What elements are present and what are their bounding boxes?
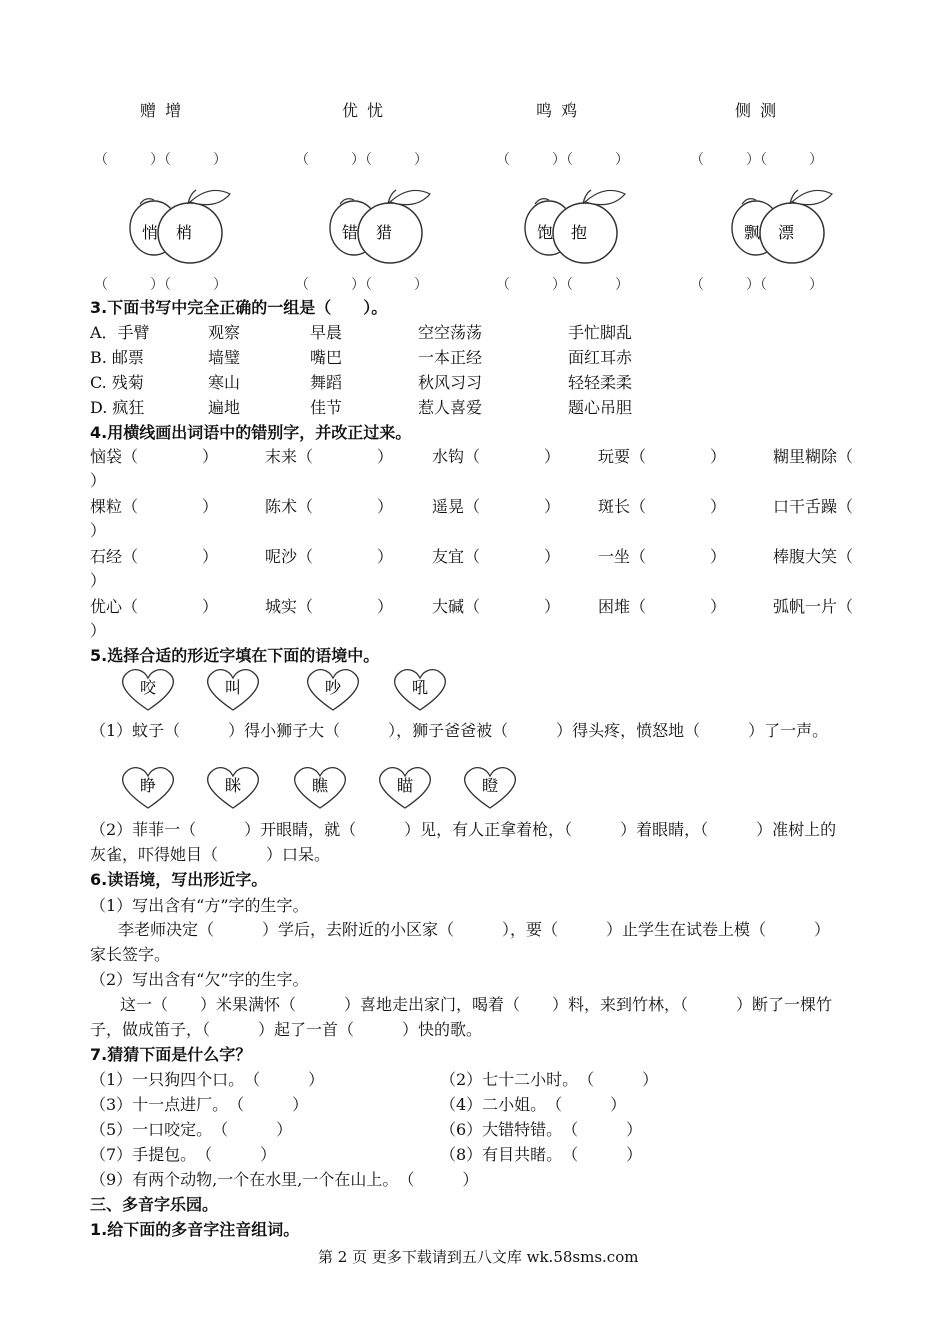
blank-row: （ ）（ ） (295, 152, 428, 168)
q3-cell: C. 残菊 (90, 373, 144, 392)
heart-char: 眯 (225, 776, 242, 795)
q4-cell: 友宜（ ） (432, 547, 561, 566)
q4-wrap: ） (90, 621, 107, 640)
q3-cell: 空空荡荡 (418, 323, 483, 342)
q3-cell: 观察 (208, 323, 241, 342)
q6-part-2a: 这一（ ）米果满怀（ ）喜地走出家门，喝着（ ）料，来到竹林，（ ）断了一棵竹 (120, 995, 833, 1014)
apple-left-char: 错 (342, 223, 359, 242)
q4-wrap: ） (90, 571, 107, 590)
apple-pair-1 (120, 188, 240, 268)
q4-cell: 末来（ ） (265, 447, 394, 466)
blank-row: （ ）（ ） (496, 277, 629, 293)
apple-pair-2 (320, 188, 440, 268)
blank-row: （ ）（ ） (94, 277, 227, 293)
riddle: （5）一口咬定。 （ ） (90, 1120, 293, 1139)
heart-group-1 (110, 664, 470, 714)
riddle: （2）七十二小时。 （ ） (440, 1070, 659, 1089)
pair-3: 鸣 鸡 (536, 101, 580, 120)
blank-row: （ ）（ ） (690, 152, 823, 168)
heart-char: 瞄 (397, 776, 414, 795)
apple-left-char: 饱 (537, 223, 554, 242)
q4-cell: 弧帆一片（ (773, 597, 854, 616)
q4-cell: 一坐（ ） (598, 547, 727, 566)
q3-cell: 轻轻柔柔 (568, 373, 633, 392)
q3-cell: A．手臂 (90, 323, 150, 342)
q4-cell: 大碱（ ） (432, 597, 561, 616)
apple-right-char: 梢 (176, 223, 193, 242)
q4-cell: 口干舌躁（ (773, 497, 854, 516)
q3-cell: 手忙脚乱 (568, 323, 633, 342)
q5-sentence-1: （1）蚊子（ ）得小狮子大（ ），狮子爸爸被（ ）得头疼，愤怒地（ ）了一声。 (90, 721, 829, 740)
q4-cell: 玩要（ ） (598, 447, 727, 466)
q4-cell: 恼袋（ ） (90, 447, 219, 466)
apple-right-char: 漂 (778, 223, 795, 242)
q3-cell: D. 疯狂 (90, 398, 145, 417)
page-footer: 第 2 页 更多下载请到五八文库 wk.58sms.com (318, 1248, 639, 1266)
pair-1: 赠 增 (140, 101, 184, 120)
heart-group-2 (110, 762, 540, 812)
pair-2: 优 忧 (342, 101, 386, 120)
q3-cell: 遍地 (208, 398, 241, 417)
riddle: （8）有目共睹。 （ ） (440, 1145, 643, 1164)
riddle: （3）十一点进厂。 （ ） (90, 1095, 309, 1114)
q6-part-1b: 家长签字。 (90, 945, 171, 964)
q6-part-2: （2）写出含有“欠”字的生字。 (90, 970, 309, 989)
q3-cell: 面红耳赤 (568, 348, 633, 367)
blank-row: （ ）（ ） (496, 152, 629, 168)
q4-cell: 遥晃（ ） (432, 497, 561, 516)
q5-sentence-2b: 灰雀，吓得她目（ ）口呆。 (90, 845, 331, 864)
blank-row: （ ）（ ） (295, 277, 428, 293)
q6-part-1: （1）写出含有“方”字的生字。 (90, 896, 309, 915)
q3-cell: 舞蹈 (310, 373, 343, 392)
q6-part-2b: 子，做成笛子，（ ）起了一首（ ）快的歌。 (90, 1020, 483, 1039)
q4-cell: 陈术（ ） (265, 497, 394, 516)
q4-cell: 斑长（ ） (598, 497, 727, 516)
q3-title: 3.下面书写中完全正确的一组是（ ）。 (90, 298, 388, 317)
heart-char: 瞧 (312, 776, 329, 795)
heart-char: 吼 (412, 678, 429, 697)
blank-row: （ ）（ ） (690, 277, 823, 293)
q4-title: 4.用横线画出词语中的错别字，并改正过来。 (90, 423, 412, 442)
heart-char: 睁 (140, 776, 157, 795)
q3-cell: 佳节 (310, 398, 343, 417)
q5-sentence-2a: （2）菲菲一（ ）开眼睛，就（ ）见，有人正拿着枪，（ ）着眼睛，（ ）准树上的 (90, 820, 837, 839)
pair-4: 侧 测 (735, 101, 779, 120)
riddle: （6）大错特错。 （ ） (440, 1120, 643, 1139)
riddle: （1）一只狗四个口。 （ ） (90, 1070, 325, 1089)
q4-cell: 水钩（ ） (432, 447, 561, 466)
q4-cell: 石经（ ） (90, 547, 219, 566)
q4-cell: 棒腹大笑（ (773, 547, 854, 566)
q4-cell: 棵粒（ ） (90, 497, 219, 516)
q3-cell: 秋风习习 (418, 373, 483, 392)
section-3-title: 三、多音字乐园。 (90, 1195, 219, 1214)
apple-left-char: 飘 (744, 223, 761, 242)
q3-cell: 惹人喜爱 (418, 398, 483, 417)
q3-cell: B. 邮票 (90, 348, 144, 367)
heart-char: 咬 (140, 678, 157, 697)
riddle: （4）二小姐。 （ ） (440, 1095, 627, 1114)
heart-char: 瞪 (482, 776, 499, 795)
apple-pair-4 (722, 188, 842, 268)
q3-cell: 早晨 (310, 323, 343, 342)
q4-cell: 优心（ ） (90, 597, 219, 616)
q4-wrap: ） (90, 471, 107, 490)
q3-cell: 嘴巴 (310, 348, 343, 367)
riddle: （7）手提包。 （ ） (90, 1145, 277, 1164)
q4-cell: 城实（ ） (265, 597, 394, 616)
heart-char: 叫 (225, 678, 242, 697)
riddle: （9）有两个动物,一个在水里,一个在山上。 （ ） (90, 1170, 479, 1189)
q5-title: 5.选择合适的形近字填在下面的语境中。 (90, 646, 380, 665)
q3-cell: 墙璧 (208, 348, 241, 367)
q3-cell: 寒山 (208, 373, 241, 392)
apple-pair-3 (515, 188, 635, 268)
q4-cell: 困堆（ ） (598, 597, 727, 616)
apple-right-char: 猎 (376, 223, 393, 242)
apple-left-char: 悄 (142, 223, 159, 242)
q6-part-1a: 李老师决定（ ）学后，去附近的小区家（ ），要（ ）止学生在试卷上模（ ） (118, 920, 831, 939)
q4-wrap: ） (90, 521, 107, 540)
apple-right-char: 抱 (571, 223, 588, 242)
q7-title: 7.猜猜下面是什么字？ (90, 1045, 252, 1064)
section-3-sub: 1.给下面的多音字注音组词。 (90, 1220, 300, 1239)
q6-title: 6.读语境，写出形近字。 (90, 870, 268, 889)
q4-cell: 糊里糊除（ (773, 447, 854, 466)
q3-cell: 一本正经 (418, 348, 483, 367)
q3-cell: 题心吊胆 (568, 398, 633, 417)
blank-row: （ ）（ ） (94, 152, 227, 168)
heart-char: 吵 (325, 678, 342, 697)
q4-cell: 呢沙（ ） (265, 547, 394, 566)
